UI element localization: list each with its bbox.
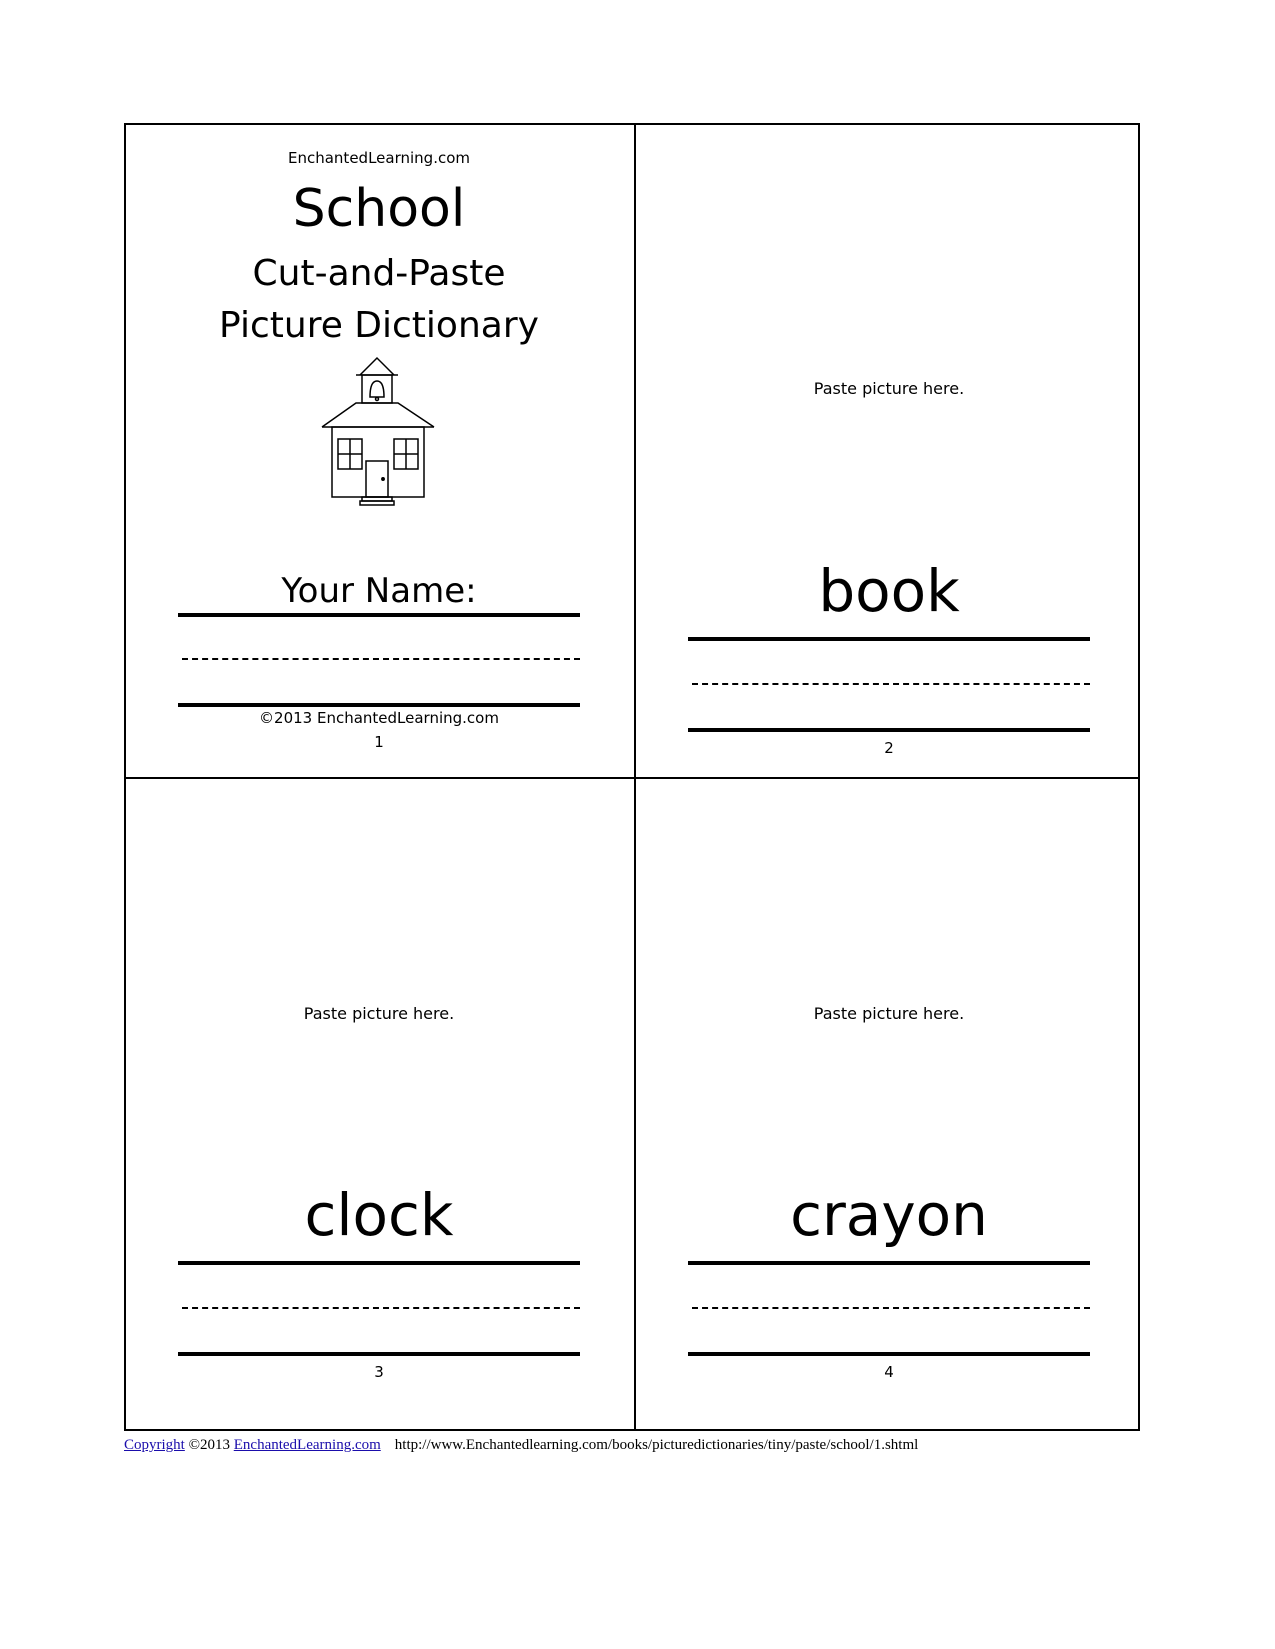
writing-top-line: [178, 1261, 580, 1265]
copyright-link[interactable]: Copyright: [124, 1437, 185, 1453]
page-panel-clock: [126, 779, 632, 1429]
paste-instruction: Paste picture here.: [813, 1004, 965, 1023]
name-bottom-line: [178, 703, 580, 707]
writing-top-line: [688, 1261, 1090, 1265]
writing-bottom-line: [688, 1352, 1090, 1356]
booklet-sheet: [124, 123, 1140, 1431]
vocab-word: book: [818, 557, 960, 625]
cover-site-name: EnchantedLearning.com: [288, 149, 470, 167]
cover-subtitle-2: Picture Dictionary: [219, 305, 539, 346]
vocab-word: crayon: [790, 1181, 988, 1249]
your-name-label: Your Name:: [281, 571, 477, 611]
name-top-line: [178, 613, 580, 617]
schoolhouse-icon: [320, 355, 438, 511]
name-dashed-line: [182, 658, 580, 660]
page-number: 4: [884, 1363, 894, 1381]
writing-top-line: [688, 637, 1090, 641]
vocab-word: clock: [304, 1181, 454, 1249]
cover-copyright: ©2013 EnchantedLearning.com: [259, 709, 499, 727]
writing-dashed-line: [692, 1307, 1090, 1309]
paste-instruction: Paste picture here.: [303, 1004, 455, 1023]
page-number: 3: [374, 1363, 384, 1381]
page-panel-crayon: [636, 779, 1142, 1429]
paste-instruction: Paste picture here.: [813, 379, 965, 398]
writing-dashed-line: [692, 683, 1090, 685]
site-link[interactable]: EnchantedLearning.com: [233, 1437, 381, 1453]
footer-year: ©2013: [188, 1437, 230, 1453]
page-footer: [124, 1437, 918, 1454]
writing-bottom-line: [178, 1352, 580, 1356]
writing-dashed-line: [182, 1307, 580, 1309]
cover-subtitle-1: Cut-and-Paste: [252, 253, 506, 294]
cover-panel: [126, 125, 632, 775]
page-number: 1: [374, 733, 384, 751]
page-panel-book: [636, 125, 1142, 775]
page-number: 2: [884, 739, 894, 757]
writing-bottom-line: [688, 728, 1090, 732]
cover-title: School: [292, 179, 466, 239]
footer-url: http://www.Enchantedlearning.com/books/picturedictionaries/tiny/paste/school/1.shtml: [394, 1437, 919, 1453]
